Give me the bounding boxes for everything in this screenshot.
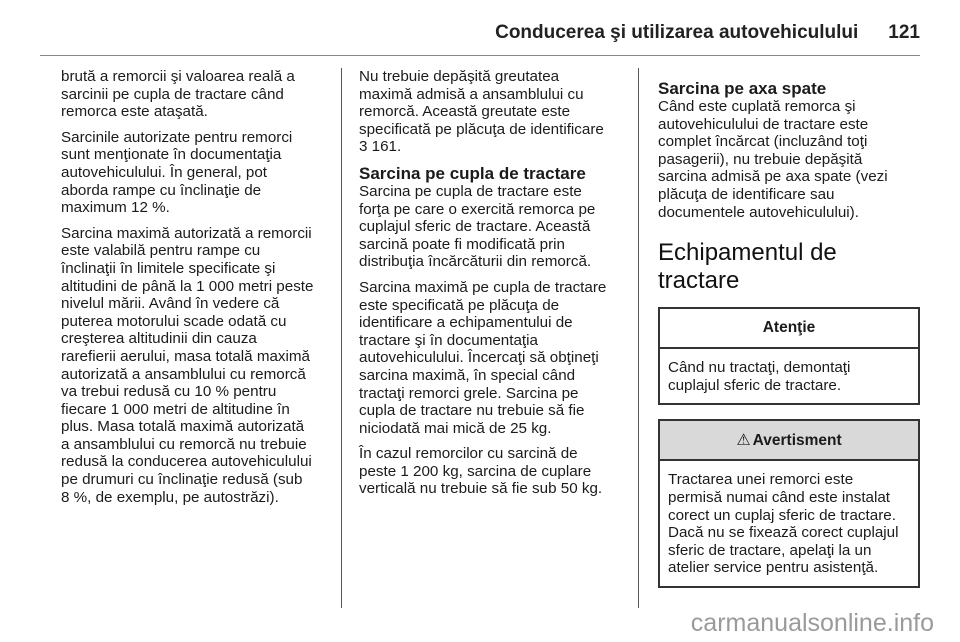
column-middle [359,68,627,506]
paragraph [359,68,627,156]
warning-box [658,419,920,588]
text-line: tractaţi remorci grele. Sarcina pe [359,384,579,402]
text-line: Când este cuplată remorca şi [658,98,856,115]
header-rule [40,55,920,56]
text-line: atelier service pentru asistenţă. [668,559,879,577]
text-line: sarcina admisă pe axa spate (vezi [658,168,888,186]
text-line: sferic de tractare, apelaţi la un [668,541,872,559]
text-line: Când nu tractaţi, demontaţi [668,359,851,377]
text-line: este specificată pe plăcuţa de [359,296,560,314]
text-line: autovehiculului de tractare este [658,115,869,133]
column-divider [638,68,639,608]
text-line: Sarcina pe cupla de tractare este [359,182,582,200]
text-line: plus. Masa totală maximă autorizată [61,418,305,436]
column-right [658,68,920,588]
notice-title: Atenţie [660,309,918,349]
section-heading: Sarcina pe cupla de tractare [359,163,586,183]
column-left [61,68,332,514]
text-line: permisă numai când este instalat [668,488,891,506]
paragraph [61,225,332,507]
text-line: complet încărcat (incluzând toţi [658,133,868,151]
text-line: maximum 12 %. [61,199,170,217]
text-line: brută a remorcii şi valoarea reală a [61,68,295,85]
text-line: fiecare 1 000 metri de altitudine în [61,400,290,418]
notice-box [658,307,920,405]
header-title: Conducerea şi utilizarea autovehiculului [495,22,859,43]
chapter-heading: Echipamentul de tractare [658,239,837,295]
text-line: cuplajul sferic de tractare. Această [359,218,591,236]
text-line: corect un cuplaj sferic de tractare. [668,506,896,524]
paragraph [359,445,627,498]
warning-title: Avertisment [752,431,842,449]
warning-text [660,461,918,586]
notice-text [660,349,918,403]
column-divider [341,68,342,608]
text-line: redusă la conducerea autovehiculului [61,453,312,471]
text-line: a ansamblului cu remorcă nu trebuie [61,435,307,453]
text-line: înclinaţii în limitele specificate şi [61,259,276,277]
text-line: identificare a echipamentului de [359,314,573,332]
text-line: va trebui redusă cu 10 % pentru [61,383,277,401]
text-line: plăcuţa de identificare sau [658,185,835,203]
text-line: creşterea altitudinii din cauza [61,330,257,348]
text-line: 3 161. [359,138,402,156]
text-line: remorcă. Această greutate este [359,103,571,121]
text-line: cuplajul sferic de tractare. [668,376,842,394]
text-line: verticală nu trebuie să fie sub 50 kg. [359,480,603,498]
page-number: 121 [888,22,920,43]
text-line: puterea motorului scade odată cu [61,312,287,330]
text-line: peste 1 200 kg, sarcina de cuplare [359,462,592,480]
text-line: Tractarea unei remorci este [668,471,854,489]
text-line: autovehiculului. În general, pot [61,163,268,181]
text-line: aborda rampe cu înclinaţie de [61,181,262,199]
paragraph [359,279,627,437]
text-line: pe drumuri cu înclinaţie redusă (sub [61,471,303,489]
text-line: specificată pe plăcuţa de identificare [359,120,604,138]
page-header [40,18,920,48]
text-line: autorizată a ansamblului cu remorcă [61,365,306,383]
text-line: remorca este ataşată. [61,103,208,121]
text-line: sarcina maximă, în special când [359,366,576,384]
paragraph [61,129,332,217]
text-line: cupla de tractare nu trebuie să fie [359,402,585,420]
text-line: Sarcina maximă pe cupla de tractare [359,278,607,296]
text-line: Dacă nu se fixează corect cuplajul [668,524,899,542]
text-line: rarefierii aerului, masa totală maximă [61,347,310,365]
warning-header [660,421,918,461]
text-line: sarcină poate fi modificată prin [359,235,565,253]
text-line: Nu trebuie depăşită greutatea [359,68,560,85]
text-line: pasagerii), nu trebuie depăşită [658,150,863,168]
text-line: documentele autovehiculului). [658,203,859,221]
text-line: sunt menţionate în documentaţia [61,146,282,164]
warning-triangle-icon: ⚠ [736,431,751,449]
text-line: Sarcinile autorizate pentru remorci [61,128,293,146]
text-line: niciodată mai mică de 25 kg. [359,419,552,437]
paragraph [658,98,920,221]
text-line: sarcinii pe cupla de tractare când [61,85,284,103]
text-line: autovehiculului. Încercaţi să obţineţi [359,349,599,367]
text-line: nivelul mării. Având în vedere că [61,295,280,313]
section-heading: Sarcina pe axa spate [658,79,827,98]
text-line: maximă admisă a ansamblului cu [359,85,584,103]
text-line: În cazul remorcilor cu sarcină de [359,445,578,463]
text-line: distribuţia încărcăturii din remorcă. [359,253,592,271]
text-line: forţa pe care o exercită remorca pe [359,200,596,218]
text-line: 8 %, de exemplu, pe autostrăzi). [61,488,279,506]
paragraph [61,68,332,121]
text-line: Sarcina maximă autorizată a remorcii [61,224,312,242]
text-line: este valabilă pentru rampe cu [61,242,261,260]
watermark: carmanualsonline.info [690,609,934,637]
text-line: tractare şi în documentaţia [359,331,538,349]
text-line: altitudini de până la 1 000 metri peste [61,277,314,295]
paragraph [359,183,627,271]
